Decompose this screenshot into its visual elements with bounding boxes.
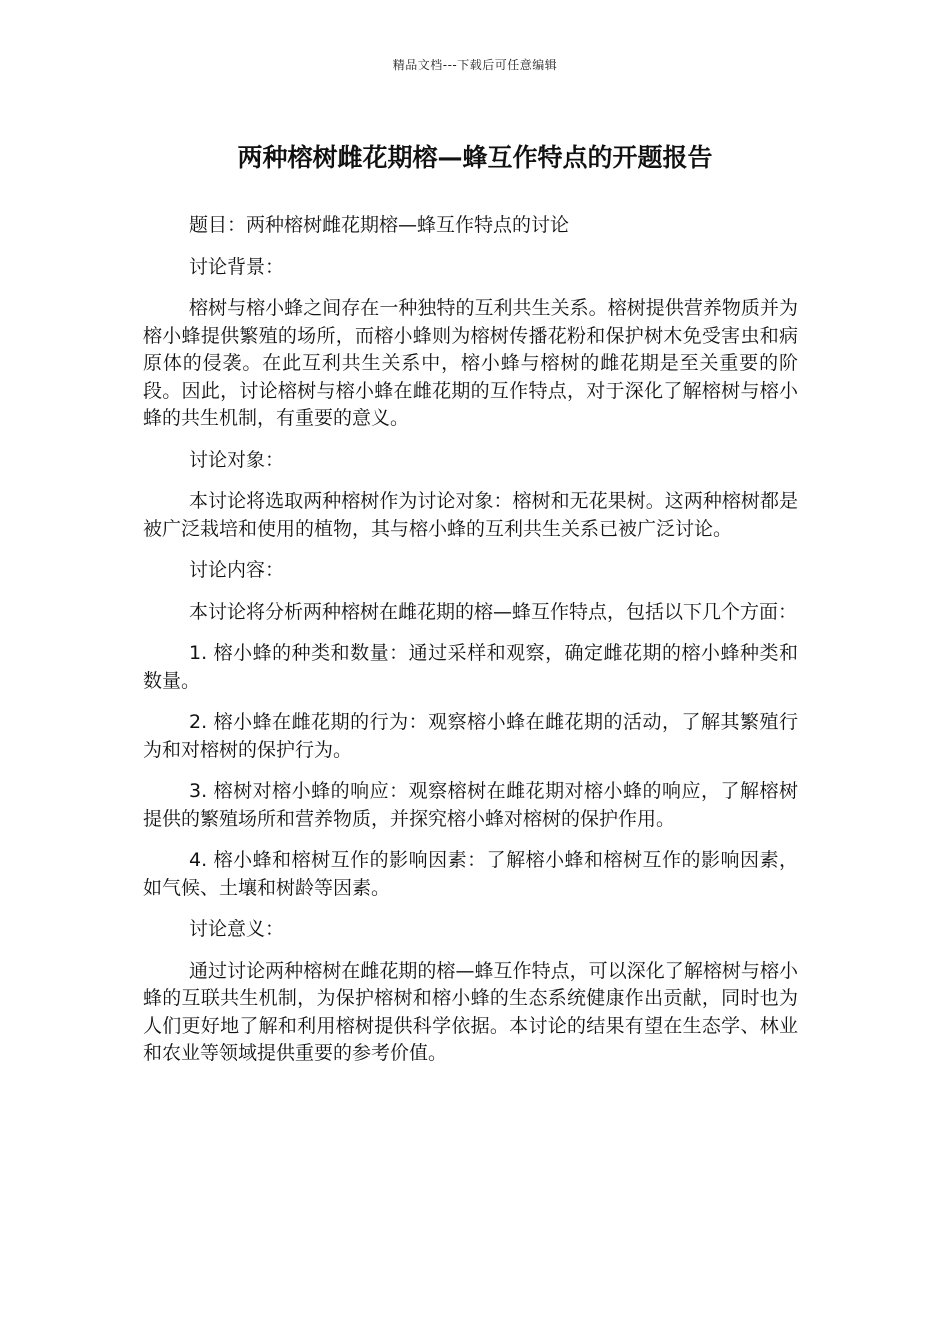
paragraph-subjects: 本讨论将选取两种榕树作为讨论对象：榕树和无花果树。这两种榕树都是被广泛栽培和使用的植物，其与榕小蜂的互利共生关系已被广泛讨论。: [143, 490, 798, 540]
list-item-2: 2. 榕小蜂在雌花期的行为：观察榕小蜂在雌花期的活动，了解其繁殖行为和对榕树的保护行为。: [143, 711, 798, 761]
document-title: 两种榕树雌花期榕—蜂互作特点的开题报告: [237, 143, 713, 172]
list-item-3: 3. 榕树对榕小蜂的响应：观察榕树在雌花期对榕小蜂的响应，了解榕树提供的繁殖场所和营养物质，并探究榕小蜂对榕树的保护作用。: [143, 780, 798, 830]
paragraph-topic: 题目：两种榕树雌花期榕—蜂互作特点的讨论: [189, 214, 570, 236]
header-note: 精品文档---下载后可任意编辑: [392, 58, 558, 72]
list-item-4: 4. 榕小蜂和榕树互作的影响因素：了解榕小蜂和榕树互作的影响因素，如气候、土壤和树龄等因素。: [143, 849, 798, 899]
heading-significance: 讨论意义：: [189, 918, 285, 940]
list-item-1: 1. 榕小蜂的种类和数量：通过采样和观察，确定雌花期的榕小蜂种类和数量。: [143, 642, 798, 692]
heading-content: 讨论内容：: [189, 559, 285, 581]
paragraph-background: 榕树与榕小蜂之间存在一种独特的互利共生关系。榕树提供营养物质并为榕小蜂提供繁殖的场所，而榕小蜂则为榕树传播花粉和保护树木免受害虫和病原体的侵袭。在此互利共生关系中，榕小蜂与榕树的雌花期是至关重要的阶段。因此，讨论榕树与榕小蜂在雌花期的互作特点，对于深化了解榕树与榕小蜂的共生机制，有重要的意义。: [143, 297, 798, 429]
heading-background: 讨论背景：: [189, 255, 285, 278]
paragraph-significance: 通过讨论两种榕树在雌花期的榕—蜂互作特点，可以深化了解榕树与榕小蜂的互联共生机制，为保护榕树和榕小蜂的生态系统健康作出贡献，同时也为人们更好地了解和利用榕树提供科学依据。本讨论的结果有望在生态学、林业和农业等领域提供重要的参考价值。: [143, 959, 798, 1064]
heading-subjects: 讨论对象：: [189, 448, 285, 471]
paragraph-content-intro: 本讨论将分析两种榕树在雌花期的榕—蜂互作特点，包括以下几个方面：: [189, 600, 798, 623]
document-body: [143, 212, 798, 1082]
